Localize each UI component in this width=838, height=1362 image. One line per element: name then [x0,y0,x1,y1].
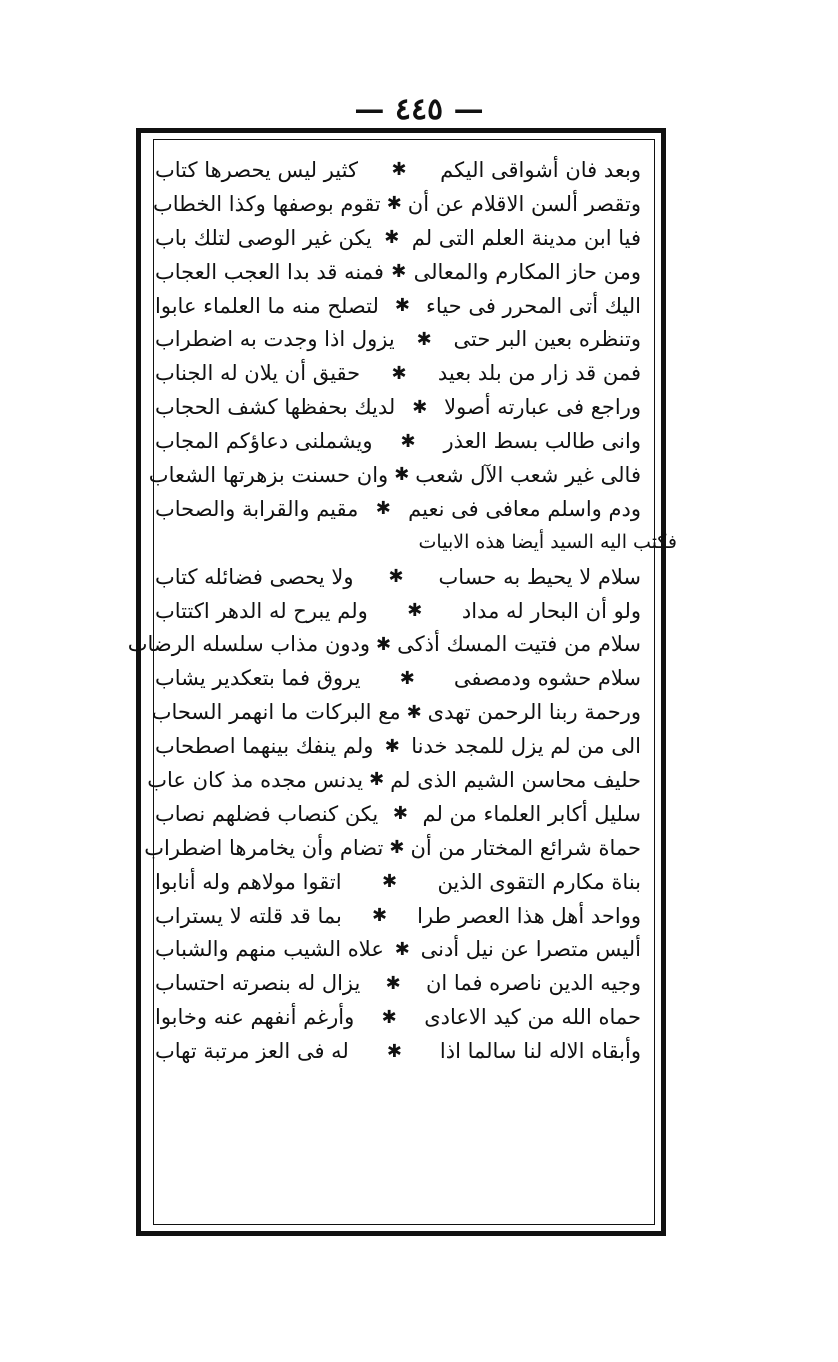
page-number: — ٤٤٥ — [354,92,484,127]
verse-second-hemistich: له فى العز مرتبة تهاب [155,1039,349,1064]
verse-first-hemistich: ولو أن البحار له مداد [461,598,641,623]
hemistich-separator-star: ✱ [399,667,415,689]
verse-second-hemistich: تضام وأن يخامرها اضطراب [144,835,384,860]
verse-first-hemistich: حليف محاسن الشيم الذى لم [390,767,641,792]
verse-first-hemistich: حماه الله من كيد الاعادى [424,1005,641,1030]
verse-second-hemistich: يكن غير الوصى لتلك باب [155,225,372,250]
hemistich-separator-star: ✱ [400,430,416,452]
hemistich-separator-star: ✱ [384,735,400,757]
verse-line [155,356,641,390]
verse-first-hemistich: سليل أكابر العلماء من لم [422,801,641,826]
verse-line [144,831,641,865]
verse-second-hemistich: ولا يحصى فضائله كتاب [155,564,354,589]
verse-first-hemistich: وأبقاه الاله لنا سالما اذا [439,1039,641,1064]
hemistich-separator-star: ✱ [394,938,410,960]
verse-first-hemistich: وراجع فى عبارته أصولا [444,395,641,420]
verse-line [127,627,641,661]
verse-line [155,932,641,966]
verse-first-hemistich: فمن قد زار من بلد بعيد [437,361,641,386]
hemistich-separator-star: ✱ [389,837,405,859]
poem-text-block [127,153,677,1221]
verse-line [147,763,641,797]
verse-line [155,1034,641,1068]
verse-second-hemistich: علاه الشيب منهم والشباب [155,937,384,962]
verse-line [152,187,641,221]
hemistich-separator-star: ✱ [407,600,423,622]
verse-second-hemistich: حقيق أن يلان له الجناب [155,361,361,386]
hemistich-separator-star: ✱ [394,464,410,486]
verse-second-hemistich: تقوم بوصفها وكذا الخطاب [152,191,381,216]
verse-second-hemistich: فمنه قد بدا العجب العجاب [155,259,384,284]
verse-second-hemistich: ولم يبرح له الدهر اكتتاب [155,598,368,623]
verse-second-hemistich: ويشملنى دعاؤكم المجاب [155,429,373,454]
hemistich-separator-star: ✱ [392,803,408,825]
verse-line [151,695,641,729]
verse-line [155,661,641,695]
verse-first-hemistich: اليك أتى المحرر فى حياء [426,293,641,318]
verse-first-hemistich: فيا ابن مدينة العلم التى لم [411,225,641,250]
verse-line [155,1000,641,1034]
hemistich-separator-star: ✱ [388,566,404,588]
hemistich-separator-star: ✱ [381,871,398,893]
hemistich-separator-star: ✱ [386,1040,402,1062]
verse-line [155,594,641,628]
verse-first-hemistich: ورحمة ربنا الرحمن تهدى [427,700,641,725]
hemistich-separator-star: ✱ [412,396,428,418]
verse-line [155,966,641,1000]
verse-line [155,289,641,323]
verse-second-hemistich: كثير ليس يحصرها كتاب [155,157,358,182]
verse-second-hemistich: اتقوا مولاهم وله أنابوا [155,869,342,894]
verse-first-hemistich: وتنظره بعين البر حتى [453,327,641,352]
verse-first-hemistich: الى من لم يزل للمجد خدنا [411,734,641,759]
verse-second-hemistich: مع البركات ما انهمر السحاب [151,700,401,725]
verse-line [155,153,641,187]
verse-first-hemistich: أليس متصرا عن نيل أدنى [420,937,641,962]
verse-first-hemistich: ودم واسلم معافى فى نعيم [408,496,641,521]
verse-first-hemistich: وواحد أهل هذا العصر طرا [417,903,641,928]
verse-line [155,560,641,594]
verse-first-hemistich: سلام حشوه ودمصفى [453,666,641,691]
verse-line [155,797,641,831]
hemistich-separator-star: ✱ [386,193,402,215]
verse-first-hemistich: وتقصر ألسن الاقلام عن أن [407,191,641,216]
hemistich-separator-star: ✱ [416,328,432,350]
verse-second-hemistich: يروق فما بتعكدير يشاب [155,666,361,691]
verse-line [148,458,641,492]
hemistich-separator-star: ✱ [369,769,385,791]
hemistich-separator-star: ✱ [371,905,388,927]
verse-first-hemistich: وجيه الدين ناصره فما ان [425,971,641,996]
verse-line [155,390,641,424]
verse-line [155,865,641,899]
hemistich-separator-star: ✱ [376,633,392,655]
hemistich-separator-star: ✱ [391,362,407,384]
hemistich-separator-star: ✱ [391,261,407,283]
hemistich-separator-star: ✱ [381,1006,397,1028]
verse-second-hemistich: يزول اذا وجدت به اضطراب [155,327,395,352]
verse-second-hemistich: يزال له بنصرته احتساب [155,971,361,996]
prose-line: فكتب اليه السيد أيضا هذه الابيات [418,530,677,553]
hemistich-separator-star: ✱ [391,159,407,181]
hemistich-separator-star: ✱ [375,498,391,520]
hemistich-separator-star: ✱ [384,227,400,249]
verse-line [155,899,641,933]
verse-second-hemistich: ولم ينفك بينهما اصطحاب [155,734,374,759]
verse-second-hemistich: بما قد قلته لا يستراب [155,903,342,928]
hemistich-separator-star: ✱ [406,701,422,723]
verse-first-hemistich: حماة شرائع المختار من أن [410,835,641,860]
hemistich-separator-star: ✱ [385,972,401,994]
verse-first-hemistich: فالى غير شعب الآل شعب [415,462,641,487]
verse-second-hemistich: وان حسنت بزهرتها الشعاب [148,462,389,487]
verse-second-hemistich: وأرغم أنفهم عنه وخابوا [155,1005,355,1030]
verse-second-hemistich: ودون مذاب سلسله الرضاب [127,632,371,657]
verse-first-hemistich: سلام من فتيت المسك أذكى [397,632,641,657]
verse-line [155,221,641,255]
verse-first-hemistich: وانى طالب بسط العذر [443,429,641,454]
verse-first-hemistich: بناة مكارم التقوى الذين [437,869,641,894]
verse-second-hemistich: مقيم والقرابة والصحاب [155,496,359,521]
verse-first-hemistich: سلام لا يحيط به حساب [438,564,641,589]
page-frame [127,128,677,1236]
verse-second-hemistich: يدنس مجده مذ كان عاب [147,767,364,792]
verse-line [155,322,641,356]
verse-second-hemistich: لديك بحفظها كشف الحجاب [155,395,396,420]
hemistich-separator-star: ✱ [394,295,410,316]
verse-line [155,424,641,458]
verse-second-hemistich: يكن كنصاب فضلهم نصاب [155,801,379,826]
verse-second-hemistich: لتصلح منه ما العلماء عابوا [155,293,379,318]
verse-line [155,255,641,289]
verse-line [155,729,641,763]
verse-line [155,492,641,526]
verse-first-hemistich: وبعد فان أشواقى اليكم [440,157,641,182]
verse-first-hemistich: ومن حاز المكارم والمعالى [413,259,641,284]
